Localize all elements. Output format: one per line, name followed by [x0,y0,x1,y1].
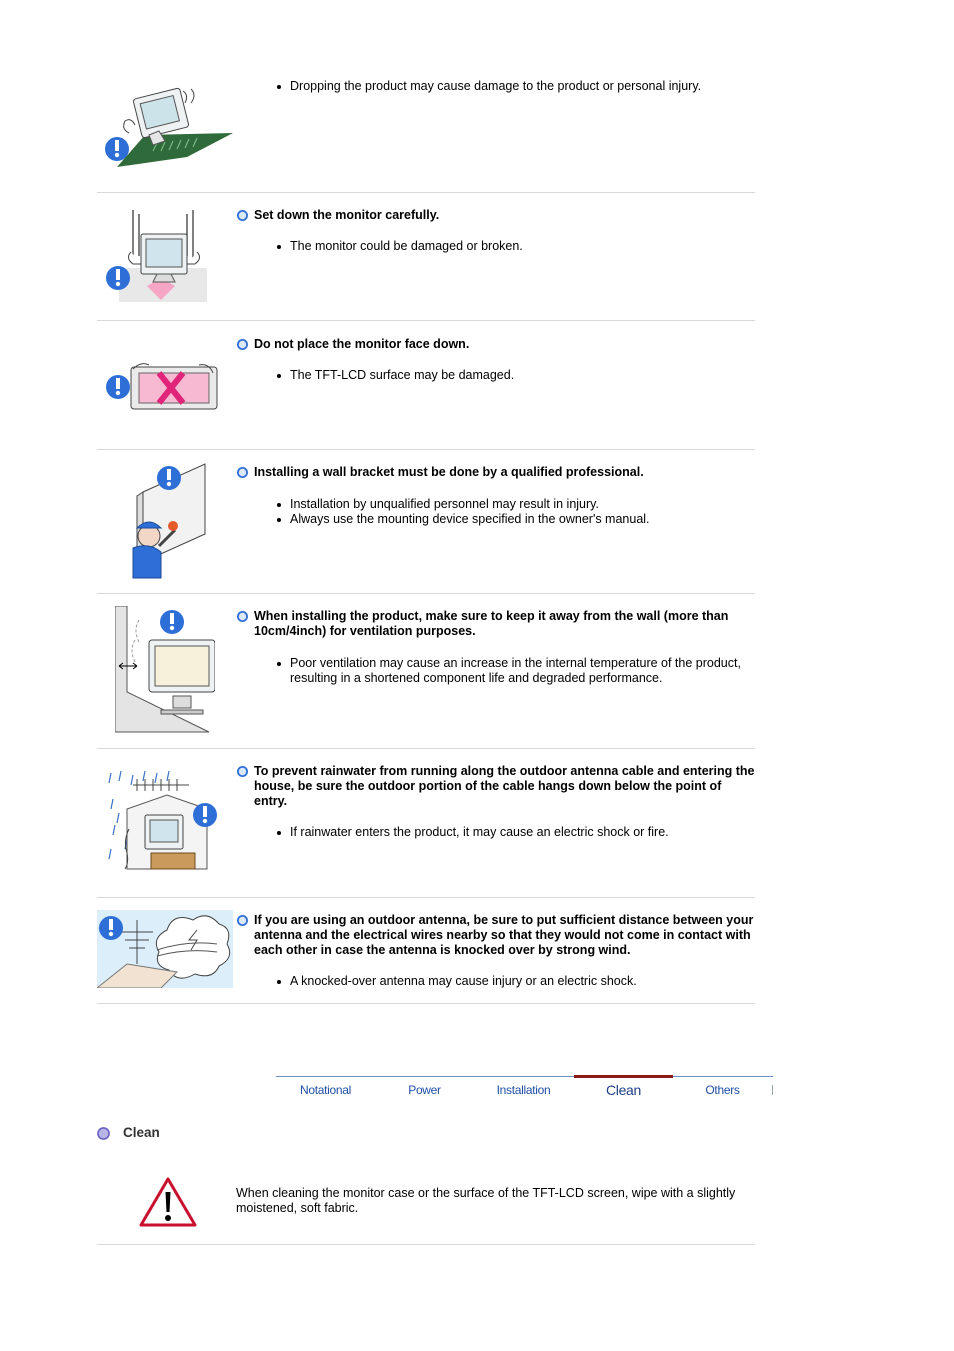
bullet-item: A knocked-over antenna may cause injury or an electric shock. [237,974,755,989]
bullet-item: Installation by unqualified personnel may result in injury. [237,497,755,512]
tab-clean[interactable]: Clean [574,1075,673,1102]
monitor-drop-illustration [103,85,233,171]
tab-divider [772,1085,773,1095]
rain-antenna-cable-illustration [107,769,225,873]
caution-row-wall-bracket [97,450,755,594]
row-heading: If you are using an outdoor antenna, be sure to put sufficient distance between your antenna and the electrical wires nearby so that they would not come in contact with each other in case the antenna is knocked over by strong wind. [237,913,755,958]
bullet-item: Dropping the product may cause damage to the product or personal injury. [237,79,755,94]
clean-intro-row [97,1165,755,1245]
row-text [237,764,755,840]
blue-bullet-icon [237,339,248,350]
wall-bracket-installer-illustration [103,462,213,580]
row-heading: Do not place the monitor face down. [237,337,755,352]
row-heading: To prevent rainwater from running along the outdoor antenna cable and entering the house, be sure the outdoor portion of the cable hangs down below the point of entry. [237,764,755,809]
blue-bullet-icon [237,766,248,777]
bullet-list [237,656,755,686]
bullet-item: Poor ventilation may cause an increase in the internal temperature of the product, resulting in a shortened component life and degraded performance. [237,656,755,686]
caution-row-rainwater [97,749,755,898]
row-text [237,337,755,383]
blue-bullet-icon [237,611,248,622]
bullet-item: If rainwater enters the product, it may cause an electric shock or fire. [237,825,755,840]
warning-triangle-icon [138,1176,198,1228]
row-text [237,913,755,989]
purple-bullet-icon [97,1127,110,1140]
row-heading: When installing the product, make sure to keep it away from the wall (more than 10cm/4inch) for ventilation purposes. [237,609,755,639]
caution-row-antenna-distance [97,898,755,1004]
blue-bullet-icon [237,467,248,478]
wall-ventilation-illustration [115,606,215,734]
bullet-list [237,825,755,840]
clean-intro-text: When cleaning the monitor case or the surface of the TFT-LCD screen, wipe with a slightly moistened, soft fabric. [236,1186,736,1215]
row-text [237,465,755,527]
row-heading: Set down the monitor carefully. [237,208,755,223]
tab-others[interactable]: Others [705,1083,740,1097]
caution-row-drop [97,72,755,193]
blue-bullet-icon [237,210,248,221]
monitor-face-down-illustration [103,359,221,413]
bullet-item: The TFT-LCD surface may be damaged. [237,368,755,383]
caution-row-set-down [97,193,755,321]
row-text [237,208,755,254]
tab-notational[interactable]: Notational [299,1083,352,1097]
section-tab-bar [276,1076,773,1101]
tab-installation[interactable]: Installation [496,1083,551,1097]
bullet-list [237,79,755,94]
bullet-list [237,497,755,527]
antenna-wires-illustration [97,910,233,988]
bullet-list [237,368,755,383]
row-text [237,79,755,94]
section-heading: Clean [97,1125,160,1140]
blue-bullet-icon [237,915,248,926]
caution-row-face-down [97,321,755,450]
row-heading: Installing a wall bracket must be done by a qualified professional. [237,465,755,480]
bullet-list [237,239,755,254]
tab-power[interactable]: Power [408,1083,441,1097]
bullet-item: Always use the mounting device specified in the owner's manual. [237,512,755,527]
caution-row-ventilation [97,594,755,749]
row-text [237,609,755,686]
monitor-set-down-illustration [103,208,213,303]
bullet-list [237,974,755,989]
bullet-item: The monitor could be damaged or broken. [237,239,755,254]
